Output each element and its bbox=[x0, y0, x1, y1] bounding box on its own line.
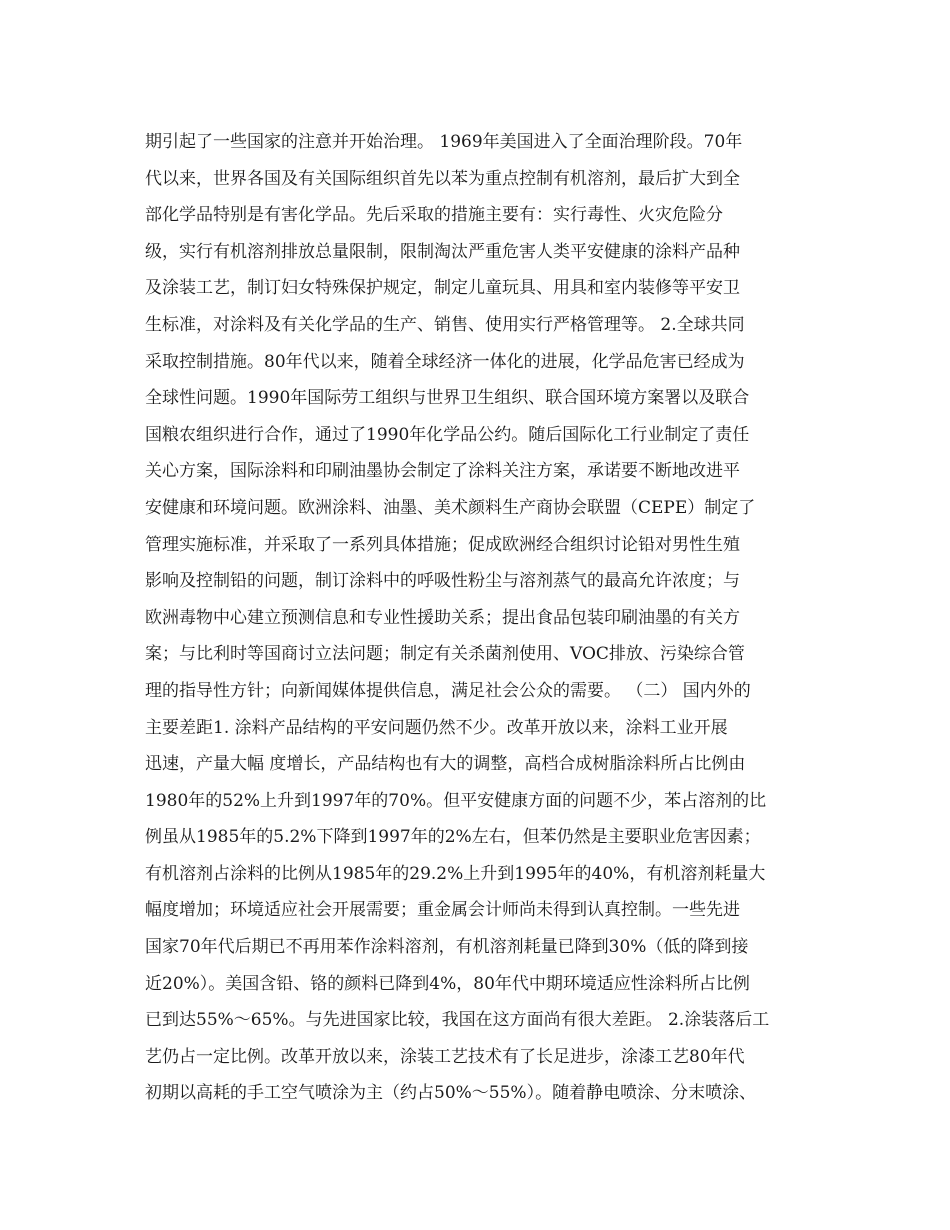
text-line: 迅速，产量大幅 度增长，产品结构也有大的调整，高档合成树脂涂料所占比例由 bbox=[145, 754, 746, 775]
text-line: 欧洲毒物中心建立预测信息和专业性援助关系；提出食品包装印刷油墨的有关方 bbox=[145, 607, 740, 628]
text-line: 1980年的52%上升到1997年的70%。但平安健康方面的问题不少，苯占溶剂的比 bbox=[145, 790, 767, 811]
text-line: 有机溶剂占涂料的比例从1985年的29.2%上升到1995年的40%，有机溶剂耗量大 bbox=[145, 863, 766, 884]
text-line: 艺仍占一定比例。改革开放以来，涂装工艺技术有了长足进步，涂漆工艺80年代 bbox=[145, 1046, 745, 1067]
text-line: 管理实施标准，并采取了一系列具体措施；促成欧洲经合组织讨论铅对男性生殖 bbox=[145, 534, 740, 555]
text-line: 初期以高耗的手工空气喷涂为主（约占50%～55%）。随着静电喷涂、分末喷涂、 bbox=[145, 1083, 757, 1104]
text-line: 生标准，对涂料及有关化学品的生产、销售、使用实行严格管理等。 2.全球共同 bbox=[145, 314, 745, 335]
text-line: 国家70年代后期已不再用苯作涂料溶剂，有机溶剂耗量已降到30%（低的降到接 bbox=[145, 937, 749, 958]
body-text bbox=[145, 124, 815, 1112]
text-line: 代以来，世界各国及有关国际组织首先以苯为重点控制有机溶剂，最后扩大到全 bbox=[145, 168, 740, 189]
text-line: 近20%）。美国含铅、铬的颜料已降到4%，80年代中期环境适应性涂料所占比例 bbox=[145, 973, 750, 994]
text-line: 级，实行有机溶剂排放总量限制，限制淘汰严重危害人类平安健康的涂料产品种 bbox=[145, 241, 740, 262]
text-line: 全球性问题。1990年国际劳工组织与世界卫生组织、联合国环境方案署以及联合 bbox=[145, 388, 750, 409]
text-line: 影响及控制铅的问题，制订涂料中的呼吸性粉尘与溶剂蒸气的最高允许浓度；与 bbox=[145, 571, 740, 592]
text-line: 理的指导性方针；向新闻媒体提供信息，满足社会公众的需要。 （二） 国内外的 bbox=[145, 680, 751, 701]
text-line: 主要差距1. 涂料产品结构的平安问题仍然不少。改革开放以来，涂料工业开展 bbox=[145, 717, 728, 738]
text-line: 关心方案，国际涂料和印刷油墨协会制定了涂料关注方案，承诺要不断地改进平 bbox=[145, 461, 740, 482]
text-line: 案；与比利时等国商讨立法问题；制定有关杀菌剂使用、VOC排放、污染综合管 bbox=[145, 644, 745, 665]
text-line: 例虽从1985年的5.2%下降到1997年的2%左右，但苯仍然是主要职业危害因素； bbox=[145, 827, 761, 848]
text-line: 期引起了一些国家的注意并开始治理。 1969年美国进入了全面治理阶段。70年 bbox=[145, 132, 743, 152]
text-line: 已到达55%～65%。与先进国家比较，我国在这方面尚有很大差距。 2.涂装落后工 bbox=[145, 1010, 770, 1031]
text-line: 及涂装工艺，制订妇女特殊保护规定，制定儿童玩具、用具和室内装修等平安卫 bbox=[145, 278, 740, 299]
text-line: 安健康和环境问题。欧洲涂料、油墨、美术颜料生产商协会联盟（CEPE）制定了 bbox=[145, 497, 756, 518]
text-line: 幅度增加；环境适应社会开展需要；重金属会计师尚未得到认真控制。一些先进 bbox=[145, 900, 740, 921]
text-line: 部化学品特别是有害化学品。先后采取的措施主要有：实行毒性、火灾危险分 bbox=[145, 205, 723, 226]
text-line: 采取控制措施。80年代以来，随着全球经济一体化的进展，化学品危害已经成为 bbox=[145, 351, 745, 372]
text-line: 国粮农组织进行合作，通过了1990年化学品公约。随后国际化工行业制定了责任 bbox=[145, 424, 750, 445]
